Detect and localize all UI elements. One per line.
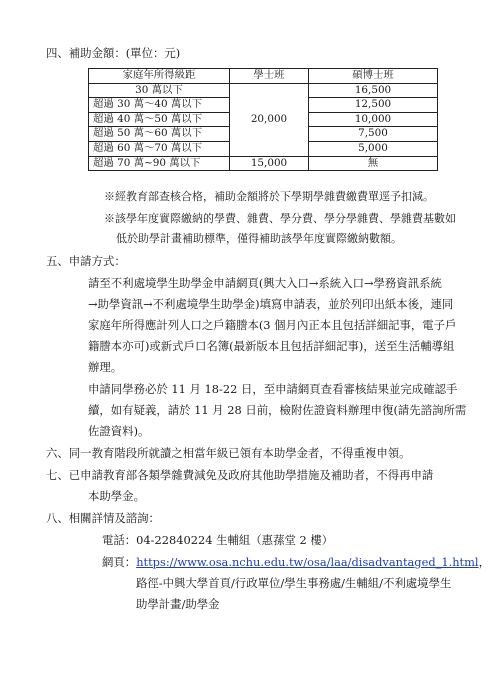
website-label: 網頁： — [102, 555, 137, 569]
application-paragraph-line: →助學資訊→不利處境學生助學金)填寫申請表，並於列印出紙本後，連同 — [88, 297, 454, 311]
website-suffix: ， — [478, 555, 490, 569]
grant-amount-table — [88, 68, 438, 171]
application-paragraph-line: 籍謄本亦可)或新式戶口名簿(最新版本且包括詳細記事)，送至生活輔導組 — [88, 339, 455, 353]
bachelor-amount-cell: 20,000 — [230, 83, 309, 156]
header-income-range: 家庭年所得級距 — [89, 69, 230, 84]
income-range-cell: 超過 30 萬～40 萬以下 — [89, 98, 230, 113]
note-verification: ※經教育部查核合格，補助金額將於下學期學雜費繳費單逕予扣減。 — [104, 190, 434, 203]
table-row — [89, 156, 438, 171]
confirmation-paragraph-line: 申請同學務必於 11 月 18-22 日，至申請網頁查看審核結果並完成確認手 — [88, 382, 458, 396]
income-range-cell: 超過 70 萬~90 萬以下 — [89, 156, 230, 171]
application-paragraph-line: 辦理。 — [88, 360, 123, 374]
website-link[interactable]: https://www.osa.nchu.edu.tw/osa/laa/disadvantaged_1.html — [136, 555, 479, 569]
bachelor-amount-cell: 15,000 — [230, 156, 309, 171]
table-row — [89, 83, 438, 98]
section-7-line2: 本助學金。 — [88, 489, 145, 503]
master-amount-cell: 7,500 — [309, 127, 438, 142]
note-actual-fees-line1: ※該學年度實際繳納的學費、雜費、學分費、學分學雜費、學雜費基數如 — [104, 212, 456, 225]
navigation-path-line1: 路徑-中興大學首頁/行政單位/學生事務處/生輔組/不利處境學生 — [136, 576, 452, 590]
section-8-heading: 八、相關詳情及諮詢： — [46, 511, 160, 525]
section-7-line1: 七、已申請教育部各類學雜費減免及政府其他助學措施及補助者，不得再申請 — [46, 468, 434, 482]
note-actual-fees-line2: 低於助學計畫補助標準，僅得補助該學年度實際繳納數額。 — [116, 232, 402, 245]
income-range-cell: 超過 50 萬～60 萬以下 — [89, 127, 230, 142]
master-amount-cell: 10,000 — [309, 112, 438, 127]
section-6-text: 六、同一教育階段所就讀之相當年級已領有本助學金者，不得重複申領。 — [46, 446, 411, 460]
master-amount-cell: 無 — [309, 156, 438, 171]
contact-phone: 電話：04-22840224 生輔組（惠蓀堂 2 樓） — [102, 533, 334, 547]
income-range-cell: 30 萬以下 — [89, 83, 230, 98]
contact-website-line — [102, 555, 490, 569]
income-range-cell: 超過 60 萬～70 萬以下 — [89, 141, 230, 156]
section-5-heading: 五、申請方式： — [46, 254, 126, 268]
header-master: 碩博士班 — [309, 69, 438, 84]
master-amount-cell: 12,500 — [309, 98, 438, 113]
table-header-row — [89, 69, 438, 84]
confirmation-paragraph-line: 佐證資料)。 — [88, 424, 150, 438]
section-4-heading: 四、補助金額：(單位：元) — [46, 46, 181, 60]
income-range-cell: 超過 40 萬～50 萬以下 — [89, 112, 230, 127]
header-bachelor: 學士班 — [230, 69, 309, 84]
application-paragraph-line: 家庭年所得應計列人口之戶籍謄本(3 個月內正本且包括詳細記事，電子戶 — [88, 318, 457, 332]
navigation-path-line2: 助學計畫/助學金 — [136, 597, 220, 611]
application-paragraph-line: 請至不利處境學生助學金申請網頁(興大入口→系統入口→學務資訊系統 — [88, 276, 442, 290]
master-amount-cell: 5,000 — [309, 141, 438, 156]
master-amount-cell: 16,500 — [309, 83, 438, 98]
confirmation-paragraph-line: 續，如有疑義，請於 11 月 28 日前，檢附佐證資料辦理申復(請先諮詢所需 — [88, 403, 467, 417]
